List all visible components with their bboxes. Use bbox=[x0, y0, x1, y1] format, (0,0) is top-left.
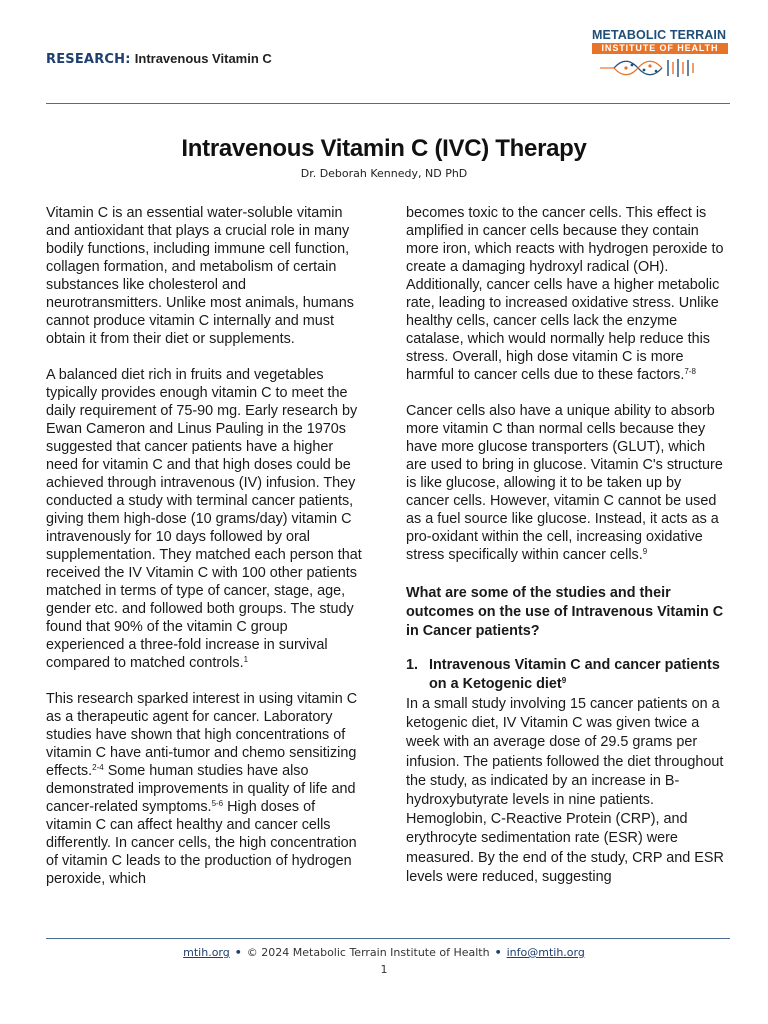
footer-rule bbox=[46, 938, 730, 939]
site-link[interactable]: mtih.org bbox=[183, 946, 230, 959]
section-question: What are some of the studies and their outcomes on the use of Intravenous Vitamin C in Cancer patients? bbox=[406, 585, 724, 639]
section-label bbox=[46, 51, 272, 67]
left-column bbox=[46, 204, 364, 888]
paragraph-text: High doses of vitamin C can affect healthy and cancer cells differently. In cancer cells, the high concentration of vitamin C leads to the production of hydrogen peroxide, which bbox=[46, 799, 357, 887]
paragraph-text: becomes toxic to the cancer cells. This effect is amplified in cancer cells because they contain more iron, which reacts with hydrogen peroxide to create a damaging hydroxyl radical (OH). Additionally, cancer cells have a higher metabolic rate, leading to increased oxidative stress. Unlike healthy cells, cancer cells lack the enzyme catalase, which would normally help reduce this stress. Overall, high dose vitamin C is more harmful to cancer cells due to these factors. bbox=[406, 205, 724, 383]
dna-helix-icon bbox=[600, 57, 704, 79]
paragraph-text: This research sparked interest in using vitamin C as a therapeutic agent for cancer. Laboratory studies have shown that high concentrations of vitamin C have anti-tumor and chemo sensitizing effects. bbox=[46, 691, 358, 779]
page-footer bbox=[0, 946, 768, 959]
email-link[interactable]: info@mtih.org bbox=[506, 946, 585, 959]
heading-text: Intravenous Vitamin C and cancer patients on a Ketogenic diet bbox=[429, 657, 720, 692]
numbered-heading-text bbox=[429, 656, 728, 694]
copyright: © 2024 Metabolic Terrain Institute of Health bbox=[246, 946, 490, 959]
header-rule bbox=[46, 103, 730, 104]
section-label-topic: Intravenous Vitamin C bbox=[134, 51, 272, 66]
citation: 1 bbox=[243, 655, 249, 664]
article-author: Dr. Deborah Kennedy, ND PhD bbox=[300, 167, 468, 180]
paragraph bbox=[406, 204, 728, 384]
paragraph: In a small study involving 15 cancer patients on a ketogenic diet, IV Vitamin C was given twice a week with an average dose of 29.5 grams per infusion. The patients followed the diet throughout the study, as indicated by an increase in B-hydroxybutyrate levels in nine patients. Hemoglobin, C-Reactive Protein (CRP), and erythrocyte sedimentation rate (ESR) were measured. By the end of the study, CRP and ESR levels were reduced, suggesting bbox=[406, 696, 724, 885]
logo-name: METABOLIC TERRAIN bbox=[592, 28, 727, 42]
citation: 9 bbox=[561, 676, 567, 685]
paragraph-text: Some human studies have also demonstrated improvements in quality of life and cancer-related symptoms. bbox=[46, 763, 356, 815]
section-label-prefix: RESEARCH: bbox=[46, 52, 131, 67]
paragraph bbox=[406, 402, 728, 564]
paragraph bbox=[46, 690, 364, 888]
right-column bbox=[406, 204, 728, 887]
citation: 2-4 bbox=[92, 763, 104, 772]
page-number: 1 bbox=[380, 963, 388, 976]
paragraph-text: A balanced diet rich in fruits and vegetables typically provides enough vitamin C to meet the daily requirement of 75-90 mg. Early research by Ewan Cameron and Linus Pauling in the 1970s suggested that cancer patients have a higher need for vitamin C and that high doses could be achieved through intravenous (IV) infusion. They conducted a study with terminal cancer patients, giving them high-dose (10 grams/day) vitamin C intravenously for 10 days followed by oral supplementation. They matched each person that received the IV Vitamin C with 100 other patients matched in terms of type of cancer, stage, age, gender etc. and followed both groups. The study found that 90% of the vitamin C group experienced a three-fold increase in survival compared to matched controls. bbox=[46, 367, 362, 671]
separator: • bbox=[234, 946, 242, 959]
list-number: 1. bbox=[406, 657, 419, 673]
numbered-heading bbox=[406, 656, 728, 694]
paragraph bbox=[46, 366, 364, 672]
article-title: Intravenous Vitamin C (IVC) Therapy bbox=[181, 135, 587, 162]
citation: 9 bbox=[642, 547, 648, 556]
separator: • bbox=[494, 946, 502, 959]
paragraph-text: Cancer cells also have a unique ability to absorb more vitamin C than normal cells because they have more glucose transporters (GLUT), which are used to bring in glucose. Vitamin C's structure is like glucose, allowing it to be taken up by cancer cells. However, vitamin C cannot be used as a fuel source like glucose. Instead, it acts as a pro-oxidant within the cell, increasing oxidative stress specifically within cancer cells. bbox=[406, 403, 723, 563]
citation: 5-6 bbox=[211, 799, 224, 808]
citation: 7-8 bbox=[684, 367, 696, 376]
institute-logo bbox=[592, 28, 728, 80]
paragraph: Vitamin C is an essential water-soluble vitamin and antioxidant that plays a crucial role in many bodily functions, including immune cell function, collagen formation, and metabolism of certain substances like cholesterol and neurotransmitters. Unlike most animals, humans cannot produce vitamin C internally and must obtain it from their diet or supplements. bbox=[46, 205, 354, 347]
logo-subtitle: INSTITUTE OF HEALTH bbox=[592, 43, 728, 54]
